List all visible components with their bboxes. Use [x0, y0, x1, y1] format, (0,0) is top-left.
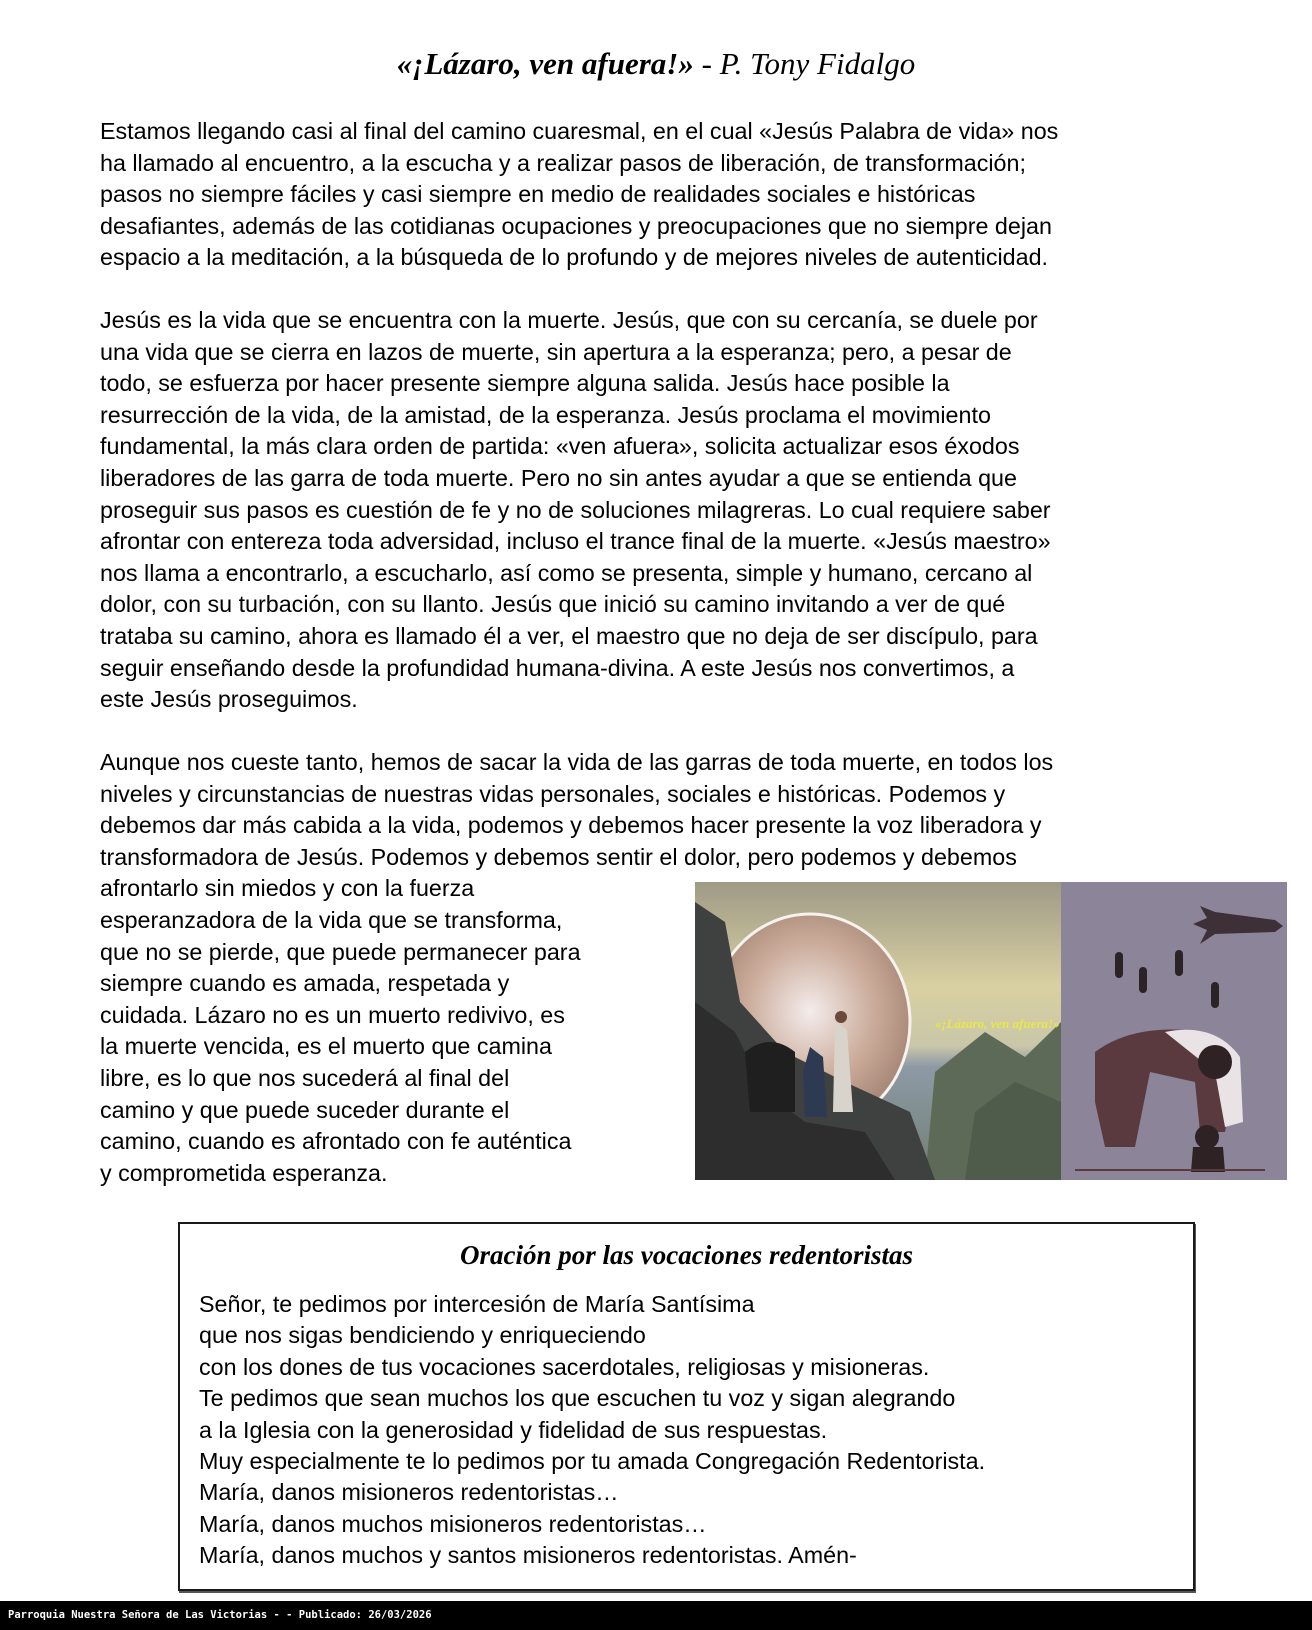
- paragraph-1: [100, 116, 1058, 274]
- image-caption: «¡Lázaro, ven afuera!»: [935, 1016, 1060, 1031]
- prayer-line: con los dones de tus vocaciones sacerdotales, religiosas y misioneras.: [199, 1353, 930, 1380]
- prayer-box: [178, 1222, 1195, 1591]
- prayer-line: María, danos misioneros redentoristas…: [199, 1479, 619, 1506]
- prayer-text: [199, 1289, 985, 1572]
- text-line: liberadores de las garra de toda muerte. Pero no sin antes ayudar a que se entienda que: [100, 464, 1017, 491]
- text-line: una vida que se cierra en lazos de muerte, sin apertura a la esperanza; pero, a pesar de: [100, 338, 1012, 365]
- prayer-line: María, danos muchos y santos misioneros redentoristas. Amén-: [199, 1542, 857, 1569]
- text-line: camino y que puede suceder durante el: [100, 1096, 510, 1123]
- article-title-main: «¡Lázaro, ven afuera!»: [396, 46, 694, 81]
- text-line: transformadora de Jesús. Podemos y debemos sentir el dolor, pero podemos y debemos: [100, 843, 1017, 870]
- text-line: esperanzadora de la vida que se transforma,: [100, 906, 563, 933]
- prayer-line: Muy especialmente te lo pedimos por tu amada Congregación Redentorista.: [199, 1448, 986, 1475]
- text-line: cuidada. Lázaro no es un muerto redivivo, es: [100, 1001, 565, 1028]
- paragraph-2: [100, 305, 1051, 716]
- text-line: afrontarlo sin miedos y con la fuerza: [100, 875, 475, 902]
- prayer-line: Señor, te pedimos por intercesión de María Santísima: [199, 1291, 755, 1317]
- text-line: fundamental, la más clara orden de partida: «ven afuera», solicita actualizar esos éxodos: [100, 433, 1020, 460]
- text-line: la muerte vencida, es el muerto que camina: [100, 1033, 552, 1060]
- text-line: siempre cuando es amada, respetada y: [100, 970, 510, 997]
- article-title: [0, 44, 1312, 84]
- prayer-line: María, danos muchos misioneros redentoristas…: [199, 1510, 707, 1537]
- text-line: Estamos llegando casi al final del camino cuaresmal, en el cual «Jesús Palabra de vida» nos: [100, 118, 1059, 144]
- text-line: dolor, con su turbación, con su llanto. Jesús que inició su camino invitando a ver de qué: [100, 591, 1006, 618]
- text-line: Jesús es la vida que se encuentra con la muerte. Jesús, que con su cercanía, se duele por: [100, 307, 1038, 333]
- text-line: niveles y circunstancias de nuestras vidas personales, sociales e históricas. Podemos y: [100, 780, 1006, 807]
- text-line: seguir enseñando desde la profundidad humana-divina. A este Jesús nos convertimos, a: [100, 654, 1015, 681]
- text-line: nos llama a encontrarlo, a escucharlo, así como se presenta, simple y humano, cercano al: [100, 559, 1033, 586]
- prayer-title: Oración por las vocaciones redentoristas: [459, 1240, 913, 1270]
- text-line: pasos no siempre fáciles y casi siempre en medio de realidades sociales e históricas: [100, 181, 976, 208]
- article-author: - P. Tony Fidalgo: [693, 46, 916, 81]
- footer-bar: [0, 1601, 1312, 1630]
- text-line: y comprometida esperanza.: [100, 1159, 388, 1186]
- prayer-line: Te pedimos que sean muchos los que escuchen tu voz y sigan alegrando: [199, 1385, 956, 1412]
- text-line: debemos dar más cabida a la vida, podemos y debemos hacer presente la voz liberadora y: [100, 812, 1042, 839]
- drawing-panel: [1061, 882, 1287, 1180]
- text-line: proseguir sus pasos es cuestión de fe y no de soluciones milagreras. Lo cual requiere saber: [100, 496, 1051, 523]
- text-line: trataba su camino, ahora es llamado él a ver, el maestro que no deja de ser discípulo, para: [100, 622, 1038, 649]
- text-line: espacio a la meditación, a la búsqueda de lo profundo y de mejores niveles de autenticidad.: [100, 244, 1049, 271]
- prayer-line: a la Iglesia con la generosidad y fidelidad de sus respuestas.: [199, 1416, 828, 1443]
- lazarus-artwork-image: [695, 882, 1287, 1180]
- prayer-line: que nos sigas bendiciendo y enriqueciendo: [199, 1322, 646, 1349]
- text-line: que no se pierde, que puede permanecer para: [100, 938, 581, 965]
- text-line: libre, es lo que nos sucederá al final del: [100, 1064, 510, 1091]
- text-line: ha llamado al encuentro, a la escucha y a realizar pasos de liberación, de transformación;: [100, 149, 1026, 176]
- text-line: todo, se esfuerza por hacer presente siempre alguna salida. Jesús hace posible la: [100, 370, 950, 397]
- text-line: Aunque nos cueste tanto, hemos de sacar la vida de las garras de toda muerte, en todos los: [100, 749, 1054, 775]
- text-line: afrontar con entereza toda adversidad, incluso el trance final de la muerte. «Jesús maestro»: [100, 528, 1051, 555]
- text-line: este Jesús proseguimos.: [100, 686, 358, 713]
- text-line: desafiantes, además de las cotidianas ocupaciones y preocupaciones que no siempre dejan: [100, 212, 1052, 239]
- text-line: resurrección de la vida, de la amistad, de la esperanza. Jesús proclama el movimiento: [100, 401, 991, 428]
- text-line: camino, cuando es afrontado con fe auténtica: [100, 1128, 572, 1155]
- footer-text: Parroquia Nuestra Señora de Las Victorias - - Publicado: 26/03/2026: [8, 1609, 432, 1621]
- painting-panel: [695, 882, 1061, 1180]
